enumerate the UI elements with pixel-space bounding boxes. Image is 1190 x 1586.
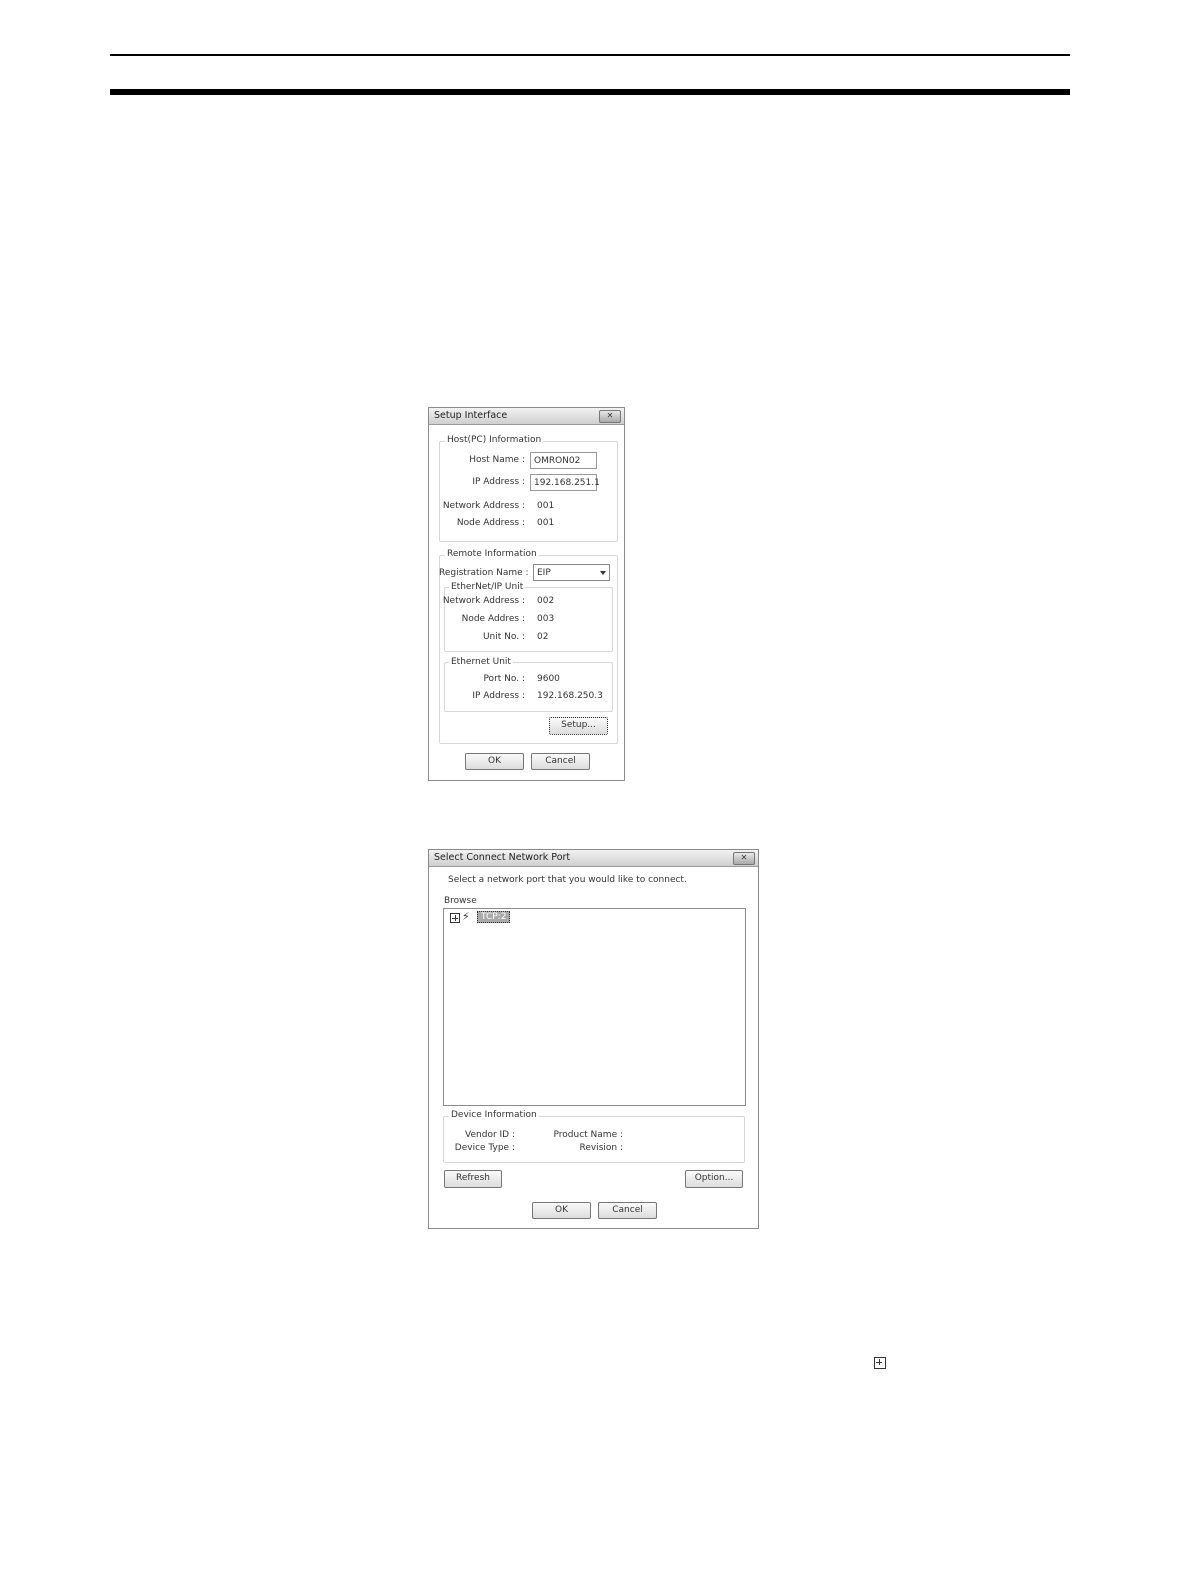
header-rule-thin: [110, 54, 1070, 56]
refresh-button[interactable]: Refresh: [444, 1170, 502, 1188]
browse-label: Browse: [444, 896, 477, 906]
host-name-input[interactable]: OMRON02: [530, 452, 597, 469]
dialog-title: Select Connect Network Port: [434, 852, 571, 863]
cancel-button[interactable]: Cancel: [531, 753, 590, 770]
eip-unit-no-value: 02: [537, 632, 549, 642]
eip-node-address-value: 003: [537, 614, 555, 624]
header-rule-thick: [110, 89, 1070, 95]
ethernet-unit-group-title: Ethernet Unit: [451, 657, 511, 667]
device-type-label: Device Type :: [454, 1143, 515, 1153]
node-address-value: 001: [537, 518, 555, 528]
host-info-group-title: Host(PC) Information: [447, 435, 542, 445]
cancel-button[interactable]: Cancel: [598, 1202, 657, 1219]
ip-address-input[interactable]: 192.168.251.1: [530, 474, 597, 491]
product-name-label: Product Name :: [553, 1130, 623, 1140]
ok-button[interactable]: OK: [465, 753, 524, 770]
eth-ip-address-value: 192.168.250.3: [537, 691, 603, 701]
port-no-value: 9600: [537, 674, 560, 684]
eip-unit-no-label: Unit No. :: [482, 632, 525, 642]
port-no-label: Port No. :: [483, 674, 525, 684]
ip-address-label: IP Address :: [472, 477, 525, 487]
device-info-group-title: Device Information: [451, 1110, 537, 1120]
eip-node-address-label: Node Addres :: [461, 614, 525, 624]
dialog-title: Setup Interface: [434, 410, 508, 421]
ethernet-unit-group: [444, 657, 613, 712]
setup-interface-titlebar: [429, 408, 624, 425]
network-port-tree[interactable]: [443, 908, 746, 1106]
network-plug-icon: ⚡: [462, 910, 470, 923]
option-button[interactable]: Option...: [685, 1170, 743, 1188]
tree-item-tcp[interactable]: TCP:2: [477, 911, 510, 923]
close-icon[interactable]: ✕: [599, 410, 621, 423]
eth-ip-address-label: IP Address :: [472, 691, 525, 701]
vendor-id-label: Vendor ID :: [465, 1130, 515, 1140]
setup-button[interactable]: Setup...: [549, 717, 608, 735]
eip-network-address-label: Network Address :: [442, 596, 525, 606]
host-name-label: Host Name :: [469, 455, 525, 465]
chevron-down-icon: [600, 571, 606, 575]
close-icon[interactable]: ✕: [733, 852, 755, 865]
network-address-label: Network Address :: [442, 501, 525, 511]
registration-name-value: EIP: [537, 568, 551, 578]
eip-network-address-value: 002: [537, 596, 555, 606]
registration-name-select[interactable]: [533, 564, 610, 581]
instruction-text: Select a network port that you would like to connect.: [448, 875, 687, 885]
ok-button[interactable]: OK: [532, 1202, 591, 1219]
plus-box-icon: [874, 1357, 886, 1369]
setup-interface-dialog: [428, 407, 625, 781]
revision-label: Revision :: [579, 1143, 623, 1153]
network-address-value: 001: [537, 501, 555, 511]
remote-info-group-title: Remote Information: [447, 549, 537, 559]
node-address-label: Node Address :: [456, 518, 525, 528]
select-network-port-dialog: [428, 849, 759, 1229]
registration-name-label: Registration Name :: [439, 568, 529, 578]
select-port-titlebar: [429, 850, 758, 867]
ethernetip-unit-group-title: EtherNet/IP Unit: [451, 582, 524, 592]
tree-collapse-icon[interactable]: [450, 913, 460, 923]
